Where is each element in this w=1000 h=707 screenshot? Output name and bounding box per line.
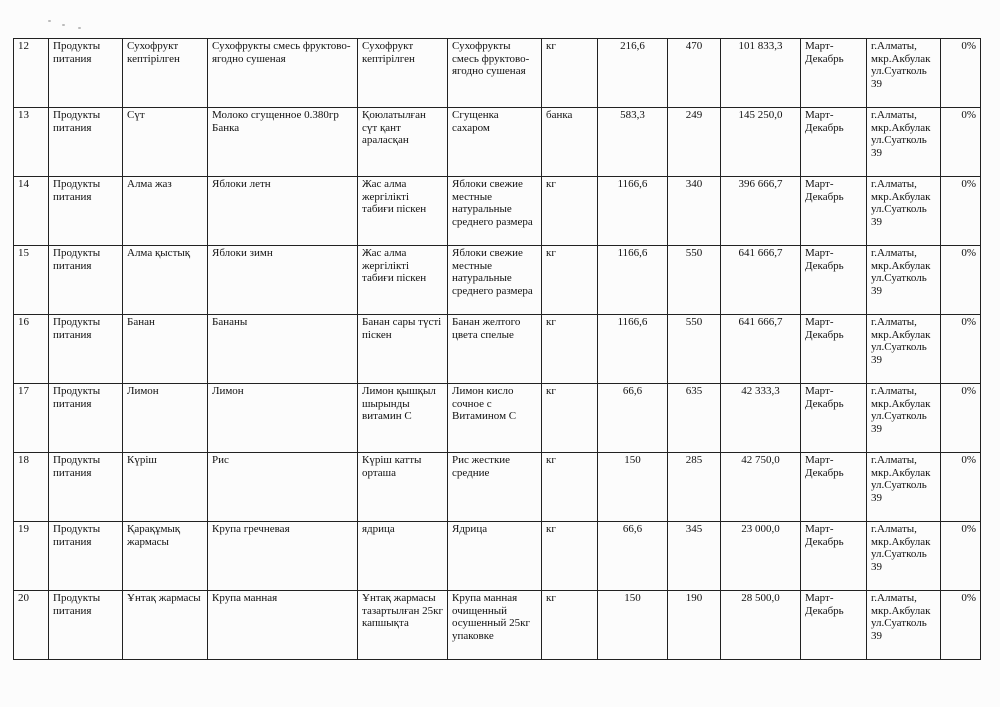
price-cell: 550: [668, 315, 721, 384]
row-number-cell: 16: [14, 315, 49, 384]
unit-cell: кг: [542, 246, 598, 315]
price-cell: 190: [668, 591, 721, 660]
table-row: [14, 591, 981, 660]
spec-kz-cell: Лимон қышқыл шырынды витамин С: [358, 384, 448, 453]
name-kz-cell: Күріш: [123, 453, 208, 522]
procurement-table: [13, 38, 981, 660]
name-ru-cell: Крупа манная: [208, 591, 358, 660]
table-row: [14, 522, 981, 591]
quantity-cell: 1166,6: [598, 315, 668, 384]
spec-ru-cell: Сухофрукты смесь фруктово-ягодно сушеная: [448, 39, 542, 108]
category-cell: Продукты питания: [49, 453, 123, 522]
period-cell: Март-Декабрь: [801, 39, 867, 108]
price-cell: 340: [668, 177, 721, 246]
percent-cell: 0%: [941, 108, 981, 177]
address-cell: г.Алматы, мкр.Акбулак ул.Суатколь 39: [867, 384, 941, 453]
row-number-cell: 13: [14, 108, 49, 177]
name-kz-cell: Банан: [123, 315, 208, 384]
spec-ru-cell: Яблоки свежие местные натуральные среднего размера: [448, 177, 542, 246]
sum-cell: 42 333,3: [721, 384, 801, 453]
price-cell: 249: [668, 108, 721, 177]
sum-cell: 101 833,3: [721, 39, 801, 108]
name-kz-cell: Алма қыстық: [123, 246, 208, 315]
category-cell: Продукты питания: [49, 177, 123, 246]
sum-cell: 641 666,7: [721, 246, 801, 315]
price-cell: 470: [668, 39, 721, 108]
price-cell: 345: [668, 522, 721, 591]
row-number-cell: 18: [14, 453, 49, 522]
spec-ru-cell: Лимон кисло сочное с Витамином С: [448, 384, 542, 453]
row-number-cell: 19: [14, 522, 49, 591]
percent-cell: 0%: [941, 522, 981, 591]
name-ru-cell: Яблоки летн: [208, 177, 358, 246]
name-ru-cell: Рис: [208, 453, 358, 522]
row-number-cell: 20: [14, 591, 49, 660]
table-row: [14, 108, 981, 177]
sum-cell: 396 666,7: [721, 177, 801, 246]
percent-cell: 0%: [941, 246, 981, 315]
scan-speck: [62, 24, 65, 26]
quantity-cell: 66,6: [598, 384, 668, 453]
address-cell: г.Алматы, мкр.Акбулак ул.Суатколь 39: [867, 108, 941, 177]
period-cell: Март-Декабрь: [801, 591, 867, 660]
unit-cell: кг: [542, 453, 598, 522]
name-kz-cell: Лимон: [123, 384, 208, 453]
percent-cell: 0%: [941, 39, 981, 108]
spec-kz-cell: ядрица: [358, 522, 448, 591]
name-kz-cell: Ұнтақ жармасы: [123, 591, 208, 660]
quantity-cell: 1166,6: [598, 246, 668, 315]
unit-cell: кг: [542, 384, 598, 453]
category-cell: Продукты питания: [49, 591, 123, 660]
period-cell: Март-Декабрь: [801, 384, 867, 453]
period-cell: Март-Декабрь: [801, 453, 867, 522]
sum-cell: 641 666,7: [721, 315, 801, 384]
price-cell: 635: [668, 384, 721, 453]
period-cell: Март-Декабрь: [801, 315, 867, 384]
row-number-cell: 14: [14, 177, 49, 246]
spec-kz-cell: Жас алма жергілікті табиғи піскен: [358, 177, 448, 246]
row-number-cell: 12: [14, 39, 49, 108]
row-number-cell: 15: [14, 246, 49, 315]
name-kz-cell: Сухофрукт кептірілген: [123, 39, 208, 108]
table-row: [14, 384, 981, 453]
table-row: [14, 246, 981, 315]
row-number-cell: 17: [14, 384, 49, 453]
address-cell: г.Алматы, мкр.Акбулак ул.Суатколь 39: [867, 453, 941, 522]
quantity-cell: 150: [598, 453, 668, 522]
period-cell: Март-Декабрь: [801, 108, 867, 177]
quantity-cell: 66,6: [598, 522, 668, 591]
sum-cell: 28 500,0: [721, 591, 801, 660]
name-ru-cell: Лимон: [208, 384, 358, 453]
quantity-cell: 1166,6: [598, 177, 668, 246]
category-cell: Продукты питания: [49, 108, 123, 177]
category-cell: Продукты питания: [49, 522, 123, 591]
spec-kz-cell: Жас алма жергілікті табиғи піскен: [358, 246, 448, 315]
spec-ru-cell: Крупа манная очищенный осушенный 25кг упаковке: [448, 591, 542, 660]
spec-kz-cell: Күріш катты орташа: [358, 453, 448, 522]
percent-cell: 0%: [941, 384, 981, 453]
spec-ru-cell: Рис жесткие средние: [448, 453, 542, 522]
unit-cell: кг: [542, 177, 598, 246]
period-cell: Март-Декабрь: [801, 246, 867, 315]
price-cell: 285: [668, 453, 721, 522]
percent-cell: 0%: [941, 315, 981, 384]
spec-ru-cell: Сгущенка сахаром: [448, 108, 542, 177]
name-kz-cell: Алма жаз: [123, 177, 208, 246]
sum-cell: 42 750,0: [721, 453, 801, 522]
address-cell: г.Алматы, мкр.Акбулак ул.Суатколь 39: [867, 591, 941, 660]
address-cell: г.Алматы, мкр.Акбулак ул.Суатколь 39: [867, 246, 941, 315]
unit-cell: банка: [542, 108, 598, 177]
unit-cell: кг: [542, 39, 598, 108]
name-ru-cell: Яблоки зимн: [208, 246, 358, 315]
name-ru-cell: Сухофрукты смесь фруктово-ягодно сушеная: [208, 39, 358, 108]
scan-speck: [78, 27, 81, 29]
percent-cell: 0%: [941, 453, 981, 522]
address-cell: г.Алматы, мкр.Акбулак ул.Суатколь 39: [867, 315, 941, 384]
category-cell: Продукты питания: [49, 315, 123, 384]
category-cell: Продукты питания: [49, 39, 123, 108]
period-cell: Март-Декабрь: [801, 522, 867, 591]
spec-kz-cell: Банан сары түсті піскен: [358, 315, 448, 384]
spec-kz-cell: Ұнтақ жармасы тазартылған 25кг капшықта: [358, 591, 448, 660]
scan-speck: [48, 20, 51, 22]
percent-cell: 0%: [941, 177, 981, 246]
name-ru-cell: Крупа гречневая: [208, 522, 358, 591]
spec-ru-cell: Яблоки свежие местные натуральные среднего размера: [448, 246, 542, 315]
period-cell: Март-Декабрь: [801, 177, 867, 246]
name-kz-cell: Сүт: [123, 108, 208, 177]
unit-cell: кг: [542, 591, 598, 660]
quantity-cell: 216,6: [598, 39, 668, 108]
table-row: [14, 177, 981, 246]
table-row: [14, 315, 981, 384]
name-kz-cell: Қарақұмық жармасы: [123, 522, 208, 591]
address-cell: г.Алматы, мкр.Акбулак ул.Суатколь 39: [867, 39, 941, 108]
unit-cell: кг: [542, 315, 598, 384]
quantity-cell: 583,3: [598, 108, 668, 177]
spec-ru-cell: Ядрица: [448, 522, 542, 591]
spec-ru-cell: Банан желтого цвета спелые: [448, 315, 542, 384]
name-ru-cell: Молоко сгущенное 0.380гр Банка: [208, 108, 358, 177]
address-cell: г.Алматы, мкр.Акбулак ул.Суатколь 39: [867, 177, 941, 246]
spec-kz-cell: Сухофрукт кептірілген: [358, 39, 448, 108]
quantity-cell: 150: [598, 591, 668, 660]
percent-cell: 0%: [941, 591, 981, 660]
name-ru-cell: Бананы: [208, 315, 358, 384]
sum-cell: 145 250,0: [721, 108, 801, 177]
category-cell: Продукты питания: [49, 384, 123, 453]
spec-kz-cell: Қоюлатылған сүт қант араласқан: [358, 108, 448, 177]
unit-cell: кг: [542, 522, 598, 591]
table-row: [14, 453, 981, 522]
price-cell: 550: [668, 246, 721, 315]
sum-cell: 23 000,0: [721, 522, 801, 591]
category-cell: Продукты питания: [49, 246, 123, 315]
address-cell: г.Алматы, мкр.Акбулак ул.Суатколь 39: [867, 522, 941, 591]
table-row: [14, 39, 981, 108]
